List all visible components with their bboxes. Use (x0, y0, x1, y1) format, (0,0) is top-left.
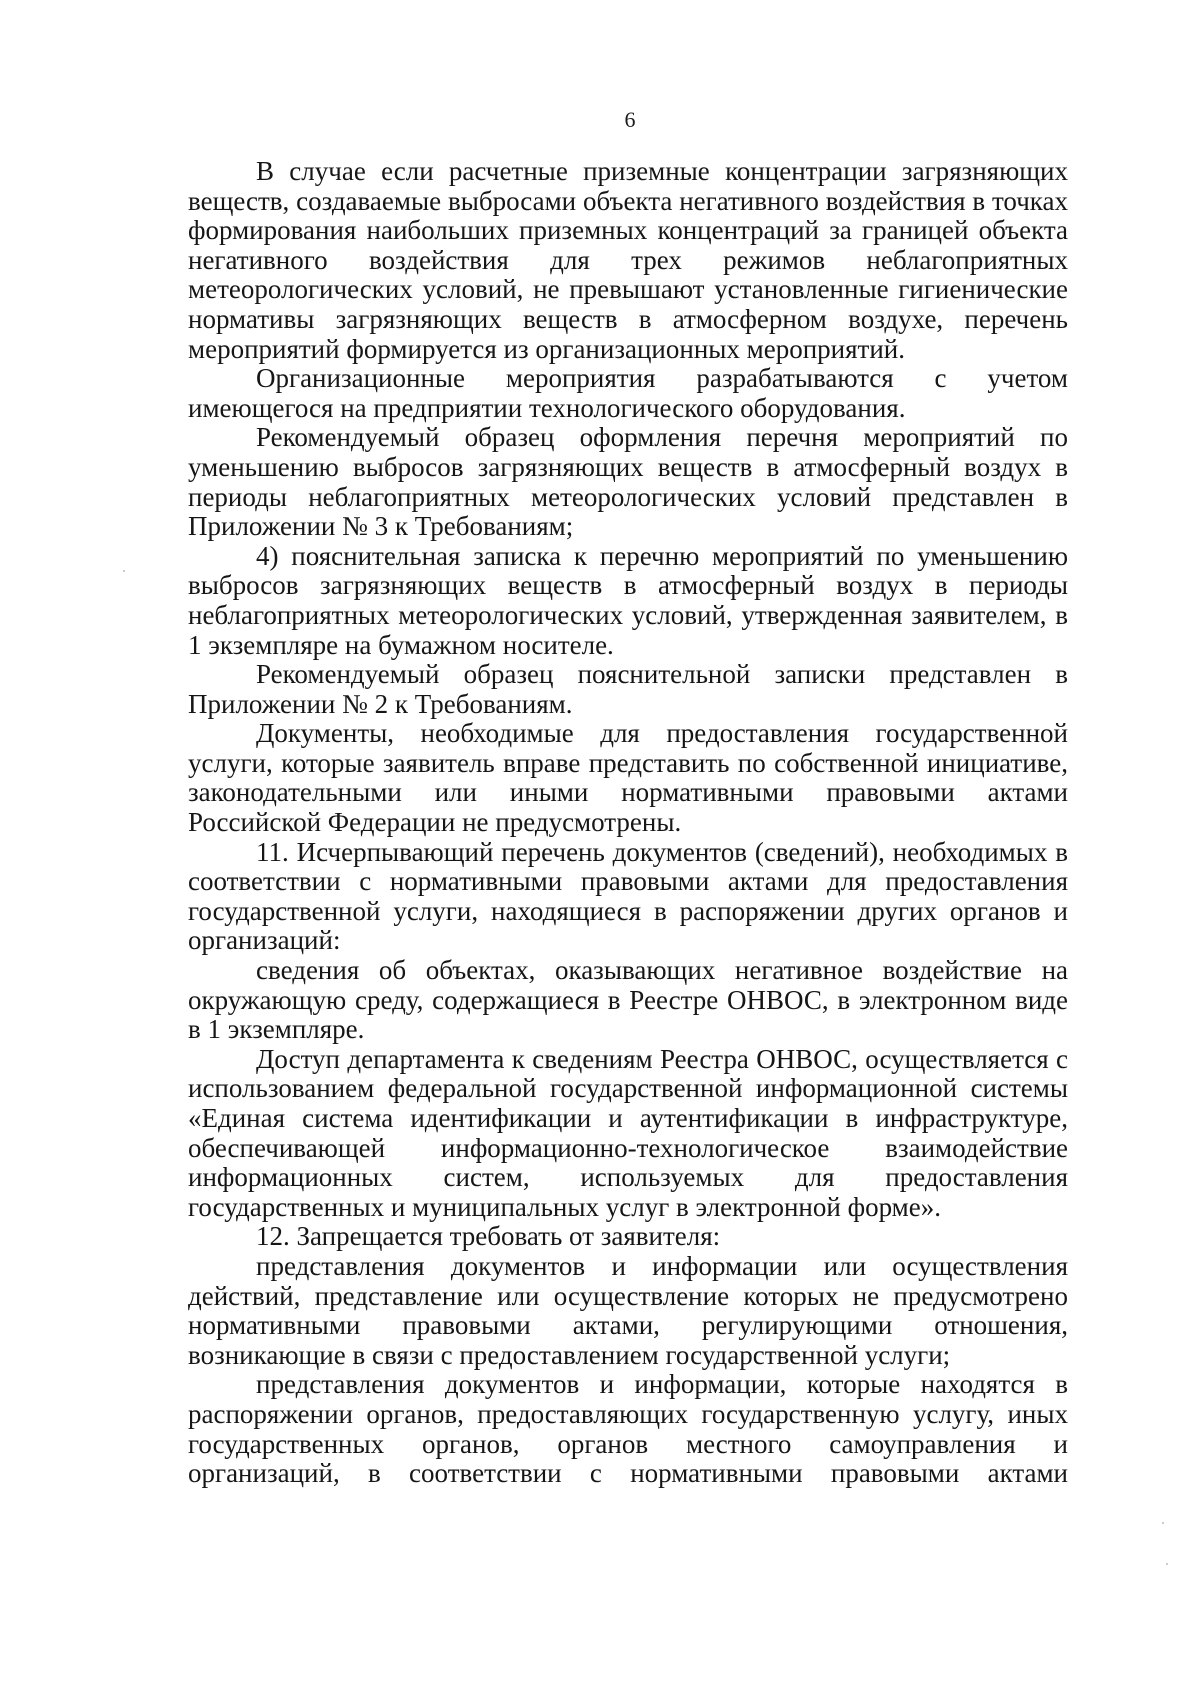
document-body (188, 157, 1068, 1489)
scan-speck (1166, 1563, 1168, 1565)
paragraph-organizational-measures: Организационные мероприятия разрабатываются с учетом имеющегося на предприятии технологического оборудования. (188, 363, 1068, 423)
paragraph-prohibition-info: представления документов и информации, которые находятся в распоряжении органов, предоставляющих государственную услугу, иных государственных органов, органов местного самоуправления и организаций, в соответствии с нормативными правовыми актами (188, 1369, 1068, 1489)
paragraph-prohibition-documents: представления документов и информации или осуществления действий, представление или осуществление которых не предусмотрено нормативными правовыми актами, регулирующими отношения, возникающие в связи с предоставлением государственной услуги; (188, 1250, 1068, 1370)
paragraph-registry-access: Доступ департамента к сведениям Реестра ОНВОС, осуществляется с использованием федеральной государственной информационной системы «Единая система идентификации и аутентификации в инфраструктуре, обеспечивающей информационно-технологическое взаимодействие информационных систем, используемых для предоставления государственных и муниципальных услуг в электронной форме». (188, 1043, 1068, 1222)
paragraph-item-12: 12. Запрещается требовать от заявителя: (256, 1221, 721, 1252)
paragraph-item-11: 11. Исчерпывающий перечень документов (сведений), необходимых в соответствии с нормативными правовыми актами для предоставления государственной услуги, находящиеся в распоряжении других органов и организаций: (188, 836, 1068, 956)
paragraph-optional-documents: Документы, необходимые для предоставления государственной услуги, которые заявитель вправе представить по собственной инициативе, законодательными или иными нормативными правовыми актами Российской Федерации не предусмотрены. (188, 718, 1068, 838)
scan-speck (123, 570, 125, 572)
paragraph-measures-list-sample: Рекомендуемый образец оформления перечня мероприятий по уменьшению выбросов загрязняющих веществ в атмосферный воздух в периоды неблагоприятных метеорологических условий представлен в Приложении № 3 к Требованиям; (188, 422, 1068, 542)
page-number: 6 (624, 107, 636, 132)
scan-speck (1162, 1522, 1164, 1524)
paragraph-explanatory-note: 4) пояснительная записка к перечню мероприятий по уменьшению выбросов загрязняющих веществ в атмосферный воздух в периоды неблагоприятных метеорологических условий, утвержденная заявителем, в 1 экземпляре на бумажном носителе. (188, 540, 1068, 660)
paragraph-registry-info: сведения об объектах, оказывающих негативное воздействие на окружающую среду, содержащиеся в Реестре ОНВОС, в электронном виде в 1 экземпляре. (188, 955, 1068, 1045)
paragraph-explanatory-note-sample: Рекомендуемый образец пояснительной записки представлен в Приложении № 2 к Требованиям. (188, 659, 1068, 719)
paragraph-calculated-concentrations: В случае если расчетные приземные концентрации загрязняющих веществ, создаваемые выбросами объекта негативного воздействия в точках формирования наибольших приземных концентраций за границей объекта негативного воздействия для трех режимов неблагоприятных метеорологических условий, не превышают установленные гигиенические нормативы загрязняющих веществ в атмосферном воздухе, перечень мероприятий формируется из организационных мероприятий. (188, 156, 1068, 364)
